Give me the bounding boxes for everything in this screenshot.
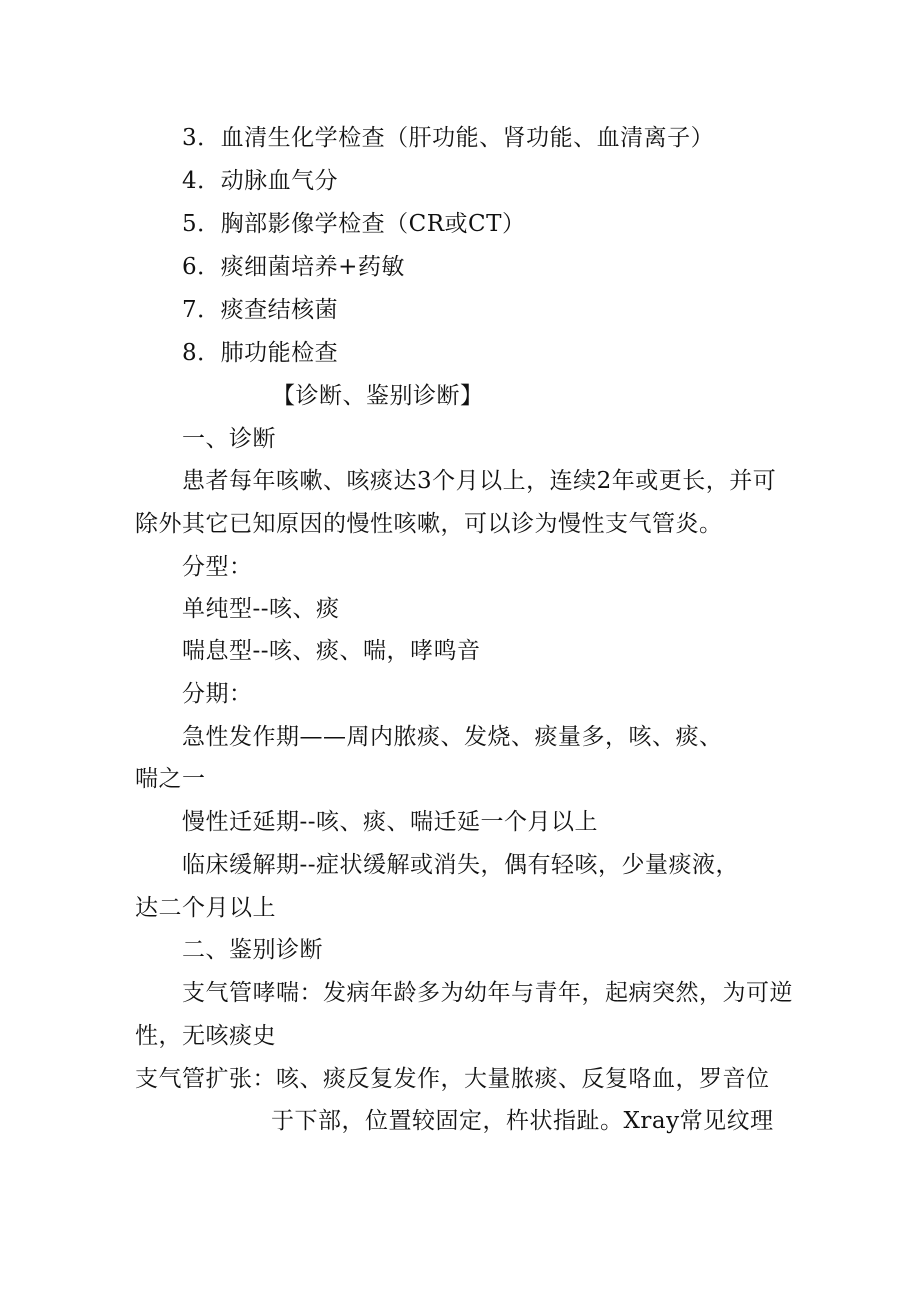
exam-item-7: 7．痰查结核菌 — [182, 297, 339, 323]
exam-item-3: 3．血清生化学检查（肝功能、肾功能、血清离子） — [182, 125, 715, 151]
stage-remission-line2: 达二个月以上 — [135, 895, 276, 921]
typing-label: 分型： — [182, 554, 253, 580]
section-heading: 【诊断、鉴别诊断】 — [272, 383, 484, 409]
differential-bronchiectasis-line1: 支气管扩张：咳、痰反复发作，大量脓痰、反复咯血，罗音位 — [135, 1066, 770, 1092]
type-simple: 单纯型--咳、痰 — [182, 596, 340, 622]
stage-remission-line1: 临床缓解期--症状缓解或消失，偶有轻咳，少量痰液， — [182, 852, 740, 878]
differential-heading: 二、鉴别诊断 — [182, 937, 323, 963]
exam-item-6: 6．痰细菌培养+药敏 — [182, 254, 405, 280]
exam-item-4: 4．动脉血气分 — [182, 168, 339, 194]
type-asthmatic: 喘息型--咳、痰、喘，哮鸣音 — [182, 638, 481, 664]
diagnosis-heading: 一、诊断 — [182, 426, 276, 452]
diagnosis-criteria-line2: 除外其它已知原因的慢性咳嗽，可以诊为慢性支气管炎。 — [135, 511, 723, 537]
exam-item-5: 5．胸部影像学检查（CR或CT） — [182, 211, 526, 237]
stage-chronic: 慢性迁延期--咳、痰、喘迁延一个月以上 — [182, 809, 599, 835]
differential-asthma-line1: 支气管哮喘：发病年龄多为幼年与青年，起病突然，为可逆 — [182, 980, 793, 1006]
stage-acute-line1: 急性发作期——周内脓痰、发烧、痰量多，咳、痰、 — [182, 724, 723, 750]
diagnosis-criteria-line1: 患者每年咳嗽、咳痰达3个月以上，连续2年或更长，并可 — [182, 468, 777, 494]
differential-asthma-line2: 性，无咳痰史 — [135, 1023, 276, 1049]
differential-bronchiectasis-line2: 于下部，位置较固定，杵状指趾。Xray常见纹理 — [271, 1108, 774, 1134]
exam-item-8: 8．肺功能检查 — [182, 340, 339, 366]
staging-label: 分期： — [182, 681, 253, 707]
stage-acute-line2: 喘之一 — [135, 766, 206, 792]
